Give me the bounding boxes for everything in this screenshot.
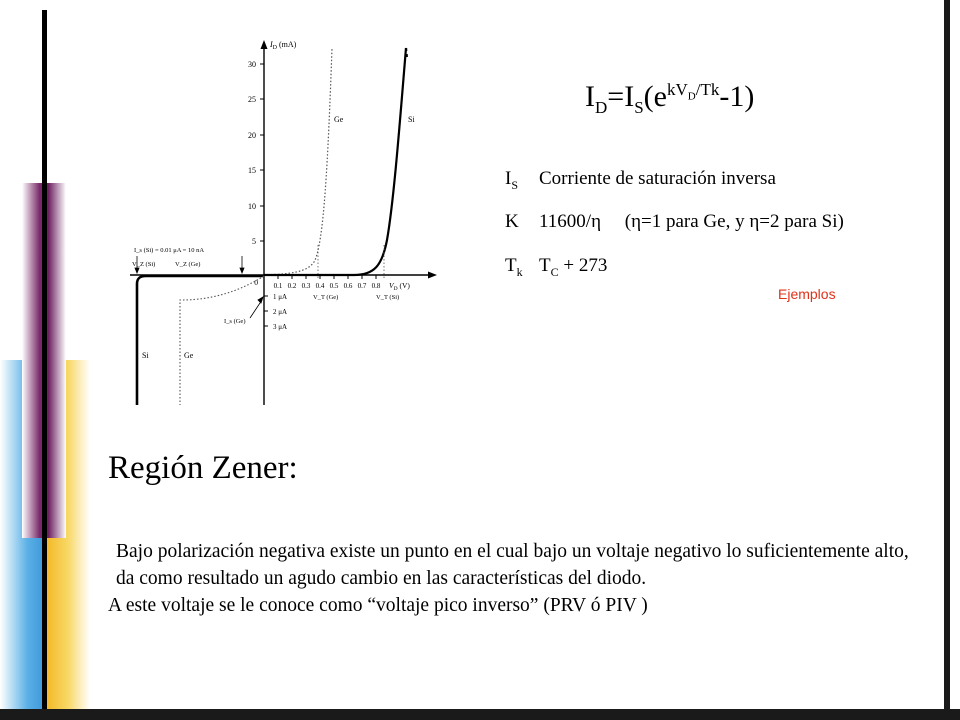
negative-current-ticks xyxy=(264,293,287,331)
vt-si-label: V_T (Si) xyxy=(376,294,400,301)
ge-curve-label: Ge xyxy=(334,115,344,124)
y-ticks xyxy=(248,60,264,246)
vt-ge-label: V_T (Ge) xyxy=(313,294,339,301)
si-forward-curve xyxy=(264,48,406,275)
decorative-bottom-bar xyxy=(0,709,960,720)
definition-tk: $T_k$ $T_C + 273$ xyxy=(505,255,608,279)
ge-reverse-curve xyxy=(180,276,264,405)
paragraph-1: Bajo polarización negativa existe un punto en el cual bajo un voltaje negativo lo suficientemente alto, da como resultado un agudo cambio en las características del diodo. xyxy=(116,541,909,589)
y-tick-label: 25 xyxy=(248,95,256,104)
y-tick-label: 5 xyxy=(252,237,256,246)
x-tick-label: 0.8 xyxy=(371,282,381,290)
x-tick-label: 0.5 xyxy=(329,282,339,290)
neg-tick-label: 2 μA xyxy=(273,308,288,316)
y-tick-label: 20 xyxy=(248,131,256,140)
diode-characteristic-graph xyxy=(92,0,532,425)
ge-forward-curve xyxy=(264,48,332,275)
y-tick-label: 15 xyxy=(248,166,256,175)
is-si-note: I_s (Si) = 0.01 μA = 10 nA xyxy=(134,247,205,254)
si-reverse-label: Si xyxy=(142,351,149,360)
neg-tick-label: 1 μA xyxy=(273,293,288,301)
is-ge-label: I_s (Ge) xyxy=(224,318,246,325)
paragraph-2: A este voltaje se le conoce como “voltaje pico inverso” (PRV ó PIV ) xyxy=(108,595,648,616)
section-paragraph xyxy=(108,538,918,619)
si-curve-label: Si xyxy=(408,115,415,124)
y-axis-arrow xyxy=(261,40,268,49)
definition-k: K 11600/η (η=1 para Ge, y η=2 para Si) xyxy=(505,211,844,232)
x-tick-label: 0.7 xyxy=(357,282,367,290)
vz-si-label: V_Z (Si) xyxy=(132,261,156,268)
neg-tick-label: 3 μA xyxy=(273,323,288,331)
diode-equation: $I_D=I_S(e^{kV_D/Tk}-1)$ xyxy=(585,80,755,117)
x-tick-label: 0.1 xyxy=(273,282,283,290)
vz-ge-label: V_Z (Ge) xyxy=(175,261,201,268)
definition-is: $I_S$ Corriente de saturación inversa xyxy=(505,168,776,192)
ejemplos-link[interactable]: Ejemplos xyxy=(778,286,836,302)
x-axis-label: $V_D$ (V) xyxy=(389,281,410,292)
x-tick-label: 0.4 xyxy=(315,282,325,290)
x-axis-arrow xyxy=(428,272,437,279)
x-tick-label: 0.6 xyxy=(343,282,353,290)
x-tick-label: 0.3 xyxy=(301,282,311,290)
section-title: Región Zener: xyxy=(108,450,298,486)
decorative-right-bar xyxy=(944,0,950,720)
ge-reverse-label: Ge xyxy=(184,351,194,360)
y-axis-label: $I_D$ (mA) xyxy=(270,40,297,51)
y-tick-label: 10 xyxy=(248,202,256,211)
x-ticks xyxy=(274,275,381,290)
origin-label: 0 xyxy=(254,278,258,287)
y-tick-label: 30 xyxy=(248,60,256,69)
decorative-black-line xyxy=(42,10,47,710)
si-reverse-curve xyxy=(137,276,264,405)
x-tick-label: 0.2 xyxy=(287,282,297,290)
